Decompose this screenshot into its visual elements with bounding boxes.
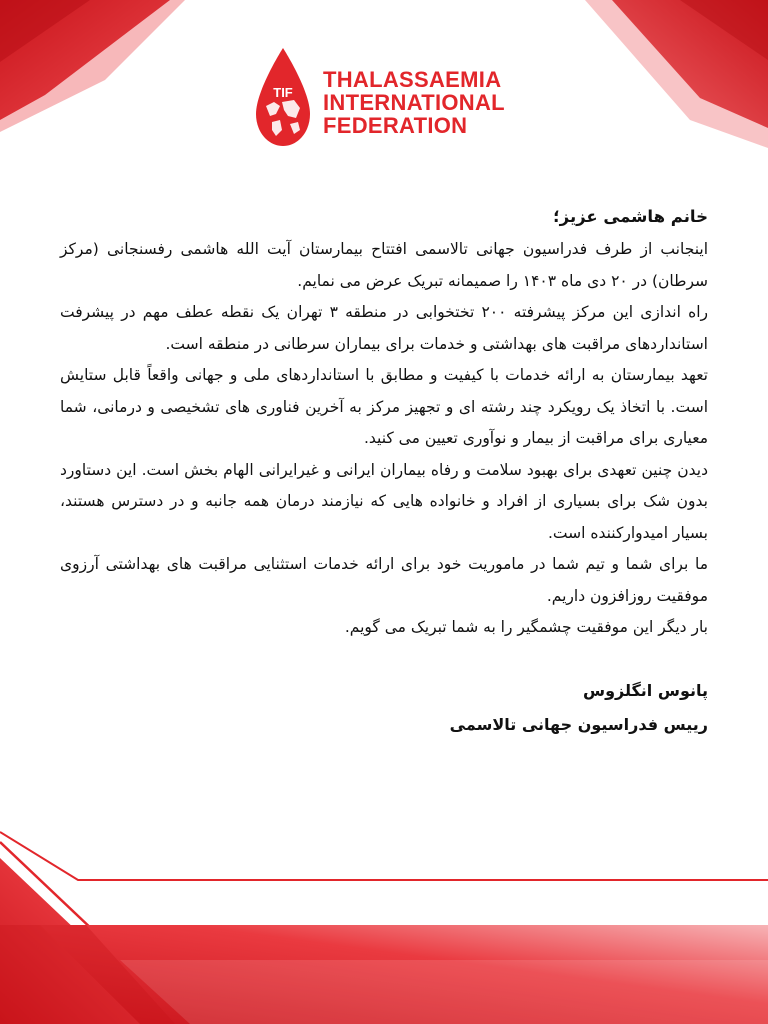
logo-badge-text: TIF: [273, 85, 293, 100]
logo-line-1: THALASSAEMIA: [323, 67, 502, 92]
blood-drop-globe-icon: [252, 44, 314, 150]
salutation: خانم هاشمی عزیز؛: [553, 207, 708, 226]
bottom-left-outline: [0, 832, 768, 1024]
letter-paragraph-1: اینجانب از طرف فدراسیون جهانی تالاسمی افتتاح بیمارستان آیت الله هاشمی رفسنجانی (مرکز سرطان) در ۲۰ دی ماه ۱۴۰۳ را صمیمانه تبریک عرض می نمایم.: [60, 240, 708, 290]
letter-body: [60, 200, 708, 742]
letter-paragraph-4: دیدن چنین تعهدی برای بهبود سلامت و رفاه بیماران ایرانی و غیرایرانی الهام بخش است. این دستاورد بدون شک برای بسیاری از افراد و خانواده هایی که نیازمند درمان همه جانبه و در دسترس هستند، بسیار امیدوارکننده است.: [60, 460, 708, 542]
top-right-decoration: [585, 0, 768, 148]
letter-paragraph-5: ما برای شما و تیم شما در ماموریت خود برای ارائه خدمات استثنایی مراقبت های بهداشتی آرزوی موفقیت روزافزون داریم.: [60, 555, 708, 605]
signatory-name: پانوس انگلزوس: [582, 680, 708, 700]
bottom-decoration: [0, 858, 768, 1024]
logo-line-2: INTERNATIONAL: [323, 90, 505, 115]
logo-line-3: FEDERATION: [323, 113, 468, 138]
tif-logo: [252, 44, 522, 154]
signatory-title: رییس فدراسیون جهانی تالاسمی: [449, 714, 708, 734]
signature-block: [60, 674, 708, 742]
letter-paragraph-2: راه اندازی این مرکز پیشرفته ۲۰۰ تختخوابی در منطقه ۳ تهران یک نقطه عطف مهم در پیشرفت استانداردهای مراقبت های بهداشتی و خدمات برای بیماران سرطانی در منطقه است.: [60, 303, 709, 353]
letter-paragraph-3: تعهد بیمارستان به ارائه خدمات با کیفیت و مطابق با استانداردهای ملی و جهانی واقعاً قابل ستایش است. با اتخاذ یک رویکرد چند رشته ای و تجهیز مرکز به آخرین فناوری های تشخیصی و درمانی، شما معیاری برای مراقبت از بیمار و نوآوری تعیین می کنید.: [60, 366, 708, 447]
letter-paragraph-6: بار دیگر این موفقیت چشمگیر را به شما تبریک می گویم.: [344, 618, 708, 636]
logo-wordmark: [323, 68, 505, 137]
top-left-decoration: [0, 0, 185, 132]
